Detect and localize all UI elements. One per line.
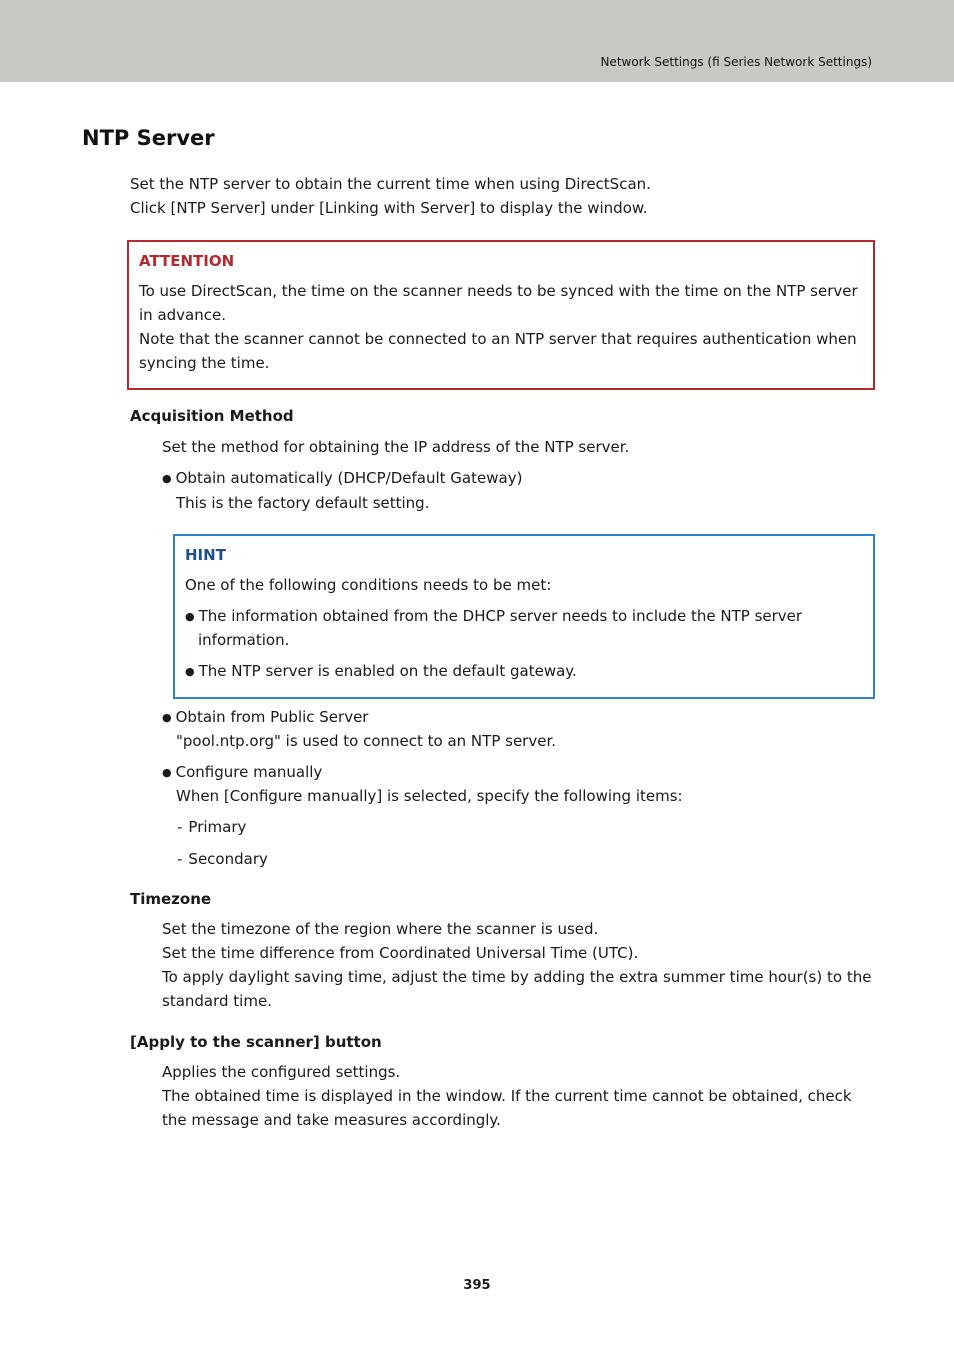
bullet-icon	[162, 763, 176, 781]
option-auto	[162, 466, 522, 492]
bullet-icon	[162, 469, 176, 487]
apply-heading: [Apply to the scanner] button	[130, 1033, 382, 1051]
hint-item-1	[185, 604, 802, 630]
option-auto-desc: This is the factory default setting.	[176, 494, 430, 512]
apply-line-1: Applies the configured settings.	[162, 1063, 401, 1081]
dash-icon	[177, 818, 188, 836]
option-auto-label: Obtain automatically (DHCP/Default Gateway)	[175, 469, 523, 487]
attention-line-3: Note that the scanner cannot be connected to an NTP server that requires authentication when	[139, 330, 857, 348]
option-public-label: Obtain from Public Server	[175, 708, 369, 726]
apply-line-2: The obtained time is displayed in the window. If the current time cannot be obtained, check	[162, 1087, 852, 1105]
timezone-line-3: To apply daylight saving time, adjust the time by adding the extra summer time hour(s) to the	[162, 968, 872, 986]
page-header	[0, 0, 954, 82]
page-number: 395	[463, 1278, 491, 1293]
timezone-heading: Timezone	[130, 890, 212, 908]
attention-label: ATTENTION	[139, 252, 235, 270]
sub-item-primary	[177, 815, 246, 839]
bullet-icon	[185, 662, 199, 680]
option-public	[162, 705, 368, 731]
timezone-line-4: standard time.	[162, 992, 272, 1010]
dash-icon	[177, 850, 188, 868]
option-manual-label: Configure manually	[175, 763, 323, 781]
hint-item-1-text: The information obtained from the DHCP server needs to include the NTP server	[198, 607, 803, 625]
acquisition-desc: Set the method for obtaining the IP address of the NTP server.	[162, 438, 630, 456]
apply-line-3: the message and take measures accordingly.	[162, 1111, 501, 1129]
header-title: Network Settings (fi Series Network Settings)	[600, 55, 872, 69]
attention-line-2: in advance.	[139, 306, 226, 324]
attention-line-1: To use DirectScan, the time on the scanner needs to be synced with the time on the NTP server	[139, 282, 858, 300]
timezone-line-1: Set the timezone of the region where the scanner is used.	[162, 920, 599, 938]
timezone-line-2: Set the time difference from Coordinated Universal Time (UTC).	[162, 944, 639, 962]
hint-item-2	[185, 659, 577, 685]
hint-intro: One of the following conditions needs to be met:	[185, 576, 552, 594]
acquisition-heading: Acquisition Method	[130, 407, 294, 425]
sub-item-secondary-label: Secondary	[188, 850, 268, 868]
intro-line-1: Set the NTP server to obtain the current time when using DirectScan.	[130, 175, 651, 193]
option-manual	[162, 760, 322, 786]
sub-item-secondary	[177, 847, 268, 871]
page-title: NTP Server	[82, 126, 215, 150]
attention-line-4: syncing the time.	[139, 354, 270, 372]
option-public-desc: "pool.ntp.org" is used to connect to an NTP server.	[176, 732, 557, 750]
hint-label: HINT	[185, 546, 226, 564]
hint-item-1-cont: information.	[198, 631, 290, 649]
bullet-icon	[162, 708, 176, 726]
bullet-icon	[185, 607, 199, 625]
intro-line-2: Click [NTP Server] under [Linking with Server] to display the window.	[130, 199, 648, 217]
option-manual-desc: When [Configure manually] is selected, specify the following items:	[176, 787, 683, 805]
hint-item-2-text: The NTP server is enabled on the default gateway.	[198, 662, 577, 680]
sub-item-primary-label: Primary	[188, 818, 247, 836]
